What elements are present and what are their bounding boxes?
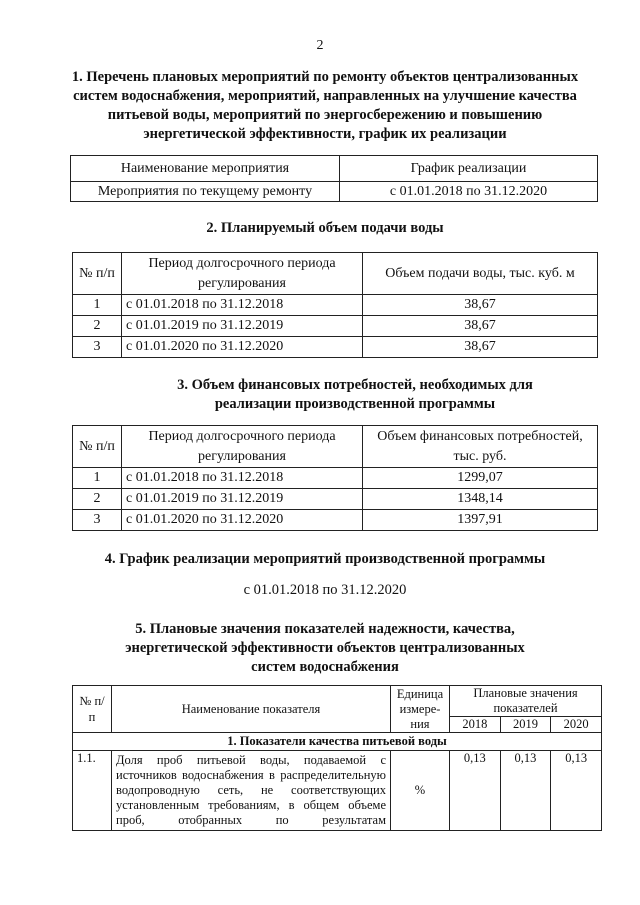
section-5-title: 5. Плановые значения показателей надежности, качества, энергетической эффективности объектов централизованных систем водоснабжения <box>125 621 525 675</box>
header-volume: Объем подачи воды, тыс. куб. м <box>363 253 598 295</box>
row-num: 1.1. <box>73 751 112 831</box>
header-indicator-name: Наименование показателя <box>112 686 391 733</box>
header-year-2020: 2020 <box>551 717 602 733</box>
table-row <box>73 751 602 831</box>
row-num: 2 <box>73 489 122 510</box>
section-4-title: 4. График реализации мероприятий производственной программы <box>104 551 546 567</box>
row-period: с 01.01.2020 по 31.12.2020 <box>122 510 363 531</box>
row-unit: % <box>391 751 450 831</box>
table-row <box>71 182 598 202</box>
financial-needs-table <box>72 425 598 531</box>
header-num: № п/п <box>73 686 112 733</box>
header-year-2018: 2018 <box>450 717 501 733</box>
header-volume: Объем финансовых потребностей, тыс. руб. <box>363 426 598 468</box>
row-period: с 01.01.2020 по 31.12.2020 <box>122 337 363 358</box>
row-value: 1299,07 <box>363 468 598 489</box>
measures-table <box>70 155 598 202</box>
measure-name: Мероприятия по текущему ремонту <box>71 182 340 202</box>
section-3-title: 3. Объем финансовых потребностей, необходимых для реализации производственной программы <box>177 377 533 412</box>
row-value: 38,67 <box>363 316 598 337</box>
section-1-title: 1. Перечень плановых мероприятий по ремонту объектов централизованных систем водоснабжения, мероприятий, направленных на улучшение качества питьевой воды, мероприятий по энергосбережению и повышению энергетической эффективности, график их реализации <box>71 69 579 142</box>
row-value: 1397,91 <box>363 510 598 531</box>
row-value-2020: 0,13 <box>551 751 602 831</box>
indicator-group-title: 1. Показатели качества питьевой воды <box>73 733 602 751</box>
row-period: с 01.01.2019 по 31.12.2019 <box>122 316 363 337</box>
row-period: с 01.01.2018 по 31.12.2018 <box>122 295 363 316</box>
header-measure-name: Наименование мероприятия <box>71 156 340 182</box>
row-num: 1 <box>73 468 122 489</box>
header-num: № п/п <box>73 426 122 468</box>
table-row <box>73 510 598 531</box>
row-indicator-name: Доля проб питьевой воды, подаваемой с источников водоснабжения в распределительную водопроводную сеть, не соответствующих установленным требованиям, в общем объеме проб, отобранных по результатам <box>112 751 391 831</box>
table-row <box>73 489 598 510</box>
indicators-table <box>72 685 602 831</box>
table-row <box>73 337 598 358</box>
measure-schedule: с 01.01.2018 по 31.12.2020 <box>340 182 598 202</box>
header-planned-values: Плановые значения показателей <box>450 686 602 717</box>
row-value: 1348,14 <box>363 489 598 510</box>
page-number: 2 <box>316 38 324 53</box>
header-year-2019: 2019 <box>500 717 551 733</box>
water-volume-table <box>72 252 598 358</box>
row-period: с 01.01.2018 по 31.12.2018 <box>122 468 363 489</box>
section-2-title: 2. Планируемый объем подачи воды <box>206 220 444 236</box>
row-num: 3 <box>73 510 122 531</box>
row-value-2018: 0,13 <box>450 751 501 831</box>
header-period: Период долгосрочного периода регулирования <box>122 253 363 295</box>
row-value: 38,67 <box>363 295 598 316</box>
header-schedule: График реализации <box>340 156 598 182</box>
row-value-2019: 0,13 <box>500 751 551 831</box>
row-value: 38,67 <box>363 337 598 358</box>
row-num: 1 <box>73 295 122 316</box>
row-period: с 01.01.2019 по 31.12.2019 <box>122 489 363 510</box>
header-period: Период долгосрочного периода регулирования <box>122 426 363 468</box>
table-row <box>73 468 598 489</box>
table-row <box>73 295 598 316</box>
table-row <box>73 316 598 337</box>
row-num: 3 <box>73 337 122 358</box>
row-num: 2 <box>73 316 122 337</box>
section-4-period: с 01.01.2018 по 31.12.2020 <box>243 582 407 598</box>
header-unit: Единица измере- ния <box>391 686 450 733</box>
header-num: № п/п <box>73 253 122 295</box>
